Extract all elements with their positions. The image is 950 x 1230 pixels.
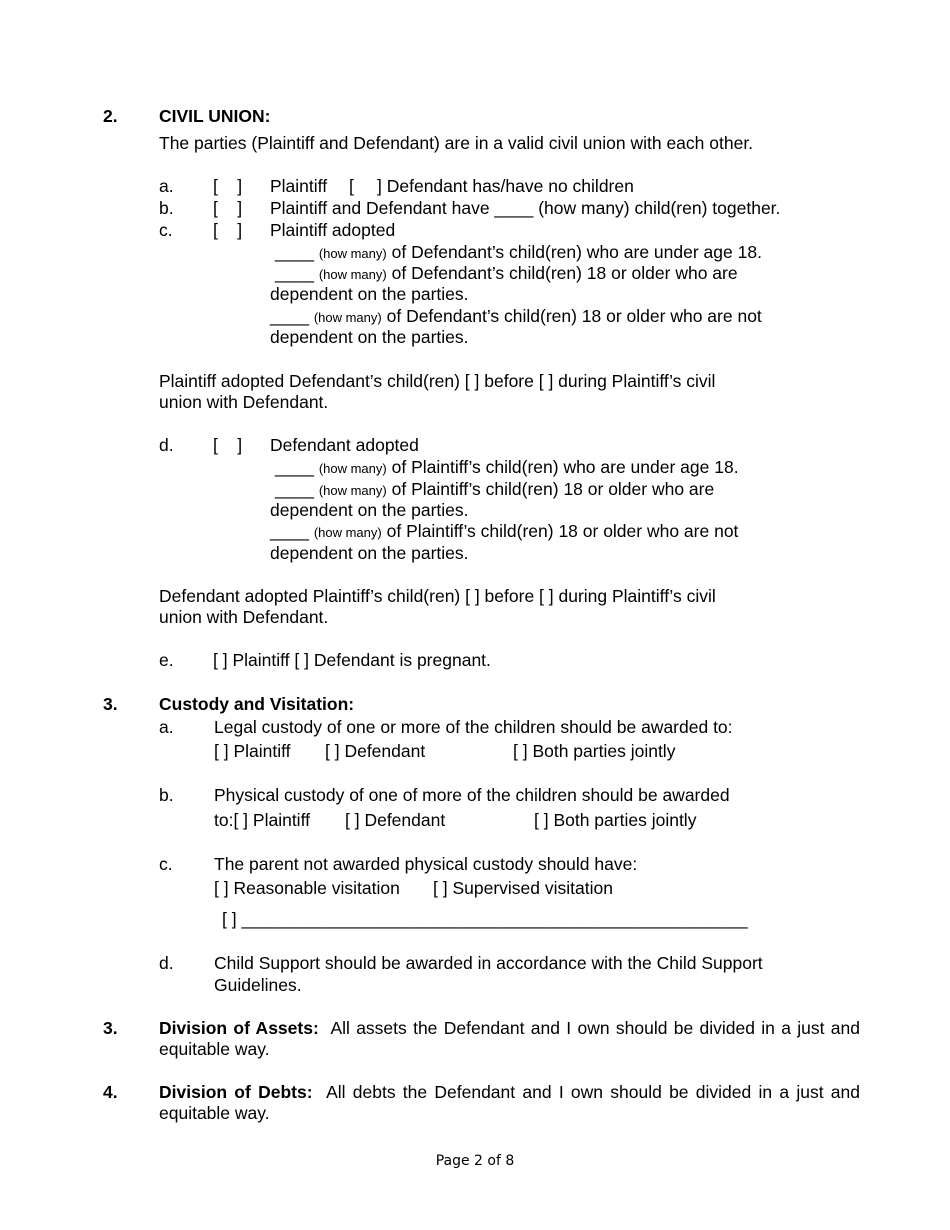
item-letter: d. xyxy=(159,435,174,455)
item-letter: d. xyxy=(159,953,174,973)
checkbox[interactable]: [ ] xyxy=(213,198,243,218)
checkbox-option[interactable]: [ ] Reasonable visitation xyxy=(214,878,400,898)
other-visitation-line[interactable]: [ ] ____________________________________________________ xyxy=(222,909,748,929)
checkbox-option[interactable]: [ ] Defendant xyxy=(325,741,426,761)
how-many-hint: (how many) xyxy=(313,525,382,540)
count-line xyxy=(270,306,762,328)
section-title: CIVIL UNION: xyxy=(159,106,271,126)
item-letter: e. xyxy=(159,650,174,670)
count-line xyxy=(275,479,714,501)
how-many-hint: (how many) xyxy=(313,310,382,325)
item-text: The parent not awarded physical custody should have: xyxy=(214,854,638,874)
count-text: of Plaintiff’s child(ren) 18 or older who are xyxy=(391,479,715,499)
section-intro: The parties (Plaintiff and Defendant) are in a valid civil union with each other. xyxy=(159,133,754,153)
count-line xyxy=(270,521,738,543)
item-text: Physical custody of one of more of the children should be awarded xyxy=(214,785,730,805)
section-title: Custody and Visitation: xyxy=(159,694,355,714)
count-text: dependent on the parties. xyxy=(270,284,469,304)
adoption-timing: Defendant adopted Plaintiff’s child(ren) [ ] before [ ] during Plaintiff’s civil xyxy=(159,586,716,606)
count-text: of Plaintiff’s child(ren) 18 or older who are not xyxy=(386,521,739,541)
count-text: dependent on the parties. xyxy=(270,543,469,563)
item-text: Plaintiff xyxy=(270,176,328,196)
item-letter: a. xyxy=(159,176,174,196)
section-paragraph xyxy=(159,1082,860,1124)
checkbox-option[interactable]: [ ] Plaintiff xyxy=(214,741,291,761)
count-text: of Defendant’s child(ren) 18 or older who are xyxy=(391,263,738,283)
item-text: [ ] Plaintiff [ ] Defendant is pregnant. xyxy=(213,650,491,670)
how-many-hint: (how many) xyxy=(318,483,387,498)
page-number: Page 2 of 8 xyxy=(435,1153,515,1169)
item-letter: a. xyxy=(159,717,174,737)
checkbox[interactable]: [ xyxy=(349,176,354,196)
section-title: Division of Debts: xyxy=(159,1082,313,1102)
item-text: Guidelines. xyxy=(214,975,302,995)
item-text: ] Defendant has/have no children xyxy=(377,176,634,196)
count-text: of Defendant’s child(ren) 18 or older who are not xyxy=(386,306,762,326)
checkbox[interactable]: [ ] xyxy=(213,435,243,455)
blank-field[interactable]: ____ xyxy=(275,263,314,283)
count-text: dependent on the parties. xyxy=(270,500,469,520)
adoption-timing: Plaintiff adopted Defendant’s child(ren) [ ] before [ ] during Plaintiff’s civil xyxy=(159,371,716,391)
item-letter: b. xyxy=(159,785,174,805)
count-line xyxy=(275,263,738,285)
item-text: Child Support should be awarded in accordance with the Child Support xyxy=(214,953,763,973)
section-paragraph xyxy=(159,1018,860,1060)
checkbox[interactable]: [ ] xyxy=(213,176,243,196)
count-line xyxy=(275,457,739,479)
blank-field[interactable]: ____ xyxy=(275,457,314,477)
checkbox-option[interactable]: [ ] Both parties jointly xyxy=(534,810,697,830)
count-text: of Plaintiff’s child(ren) who are under age 18. xyxy=(391,457,739,477)
adoption-timing: union with Defendant. xyxy=(159,607,329,627)
checkbox-option[interactable]: to:[ ] Plaintiff xyxy=(214,810,310,830)
checkbox-option[interactable]: [ ] Defendant xyxy=(345,810,446,830)
how-many-hint: (how many) xyxy=(318,246,387,261)
section-number: 3. xyxy=(103,694,118,714)
section-text: All assets the Defendant and I own should be divided in a just and equitable way. xyxy=(159,1018,860,1059)
section-number: 2. xyxy=(103,106,118,126)
section-title: Division of Assets: xyxy=(159,1018,319,1038)
adoption-timing: union with Defendant. xyxy=(159,392,329,412)
item-letter: c. xyxy=(159,220,173,240)
how-many-hint: (how many) xyxy=(318,267,387,282)
count-text: of Defendant’s child(ren) who are under age 18. xyxy=(391,242,762,262)
section-text: All debts the Defendant and I own should be divided in a just and equitable way. xyxy=(159,1082,860,1123)
how-many-hint: (how many) xyxy=(318,461,387,476)
count-text: dependent on the parties. xyxy=(270,327,469,347)
item-text: Legal custody of one or more of the children should be awarded to: xyxy=(214,717,733,737)
item-text: Plaintiff adopted xyxy=(270,220,396,240)
checkbox[interactable]: [ ] xyxy=(213,220,243,240)
checkbox-option[interactable]: [ ] Both parties jointly xyxy=(513,741,676,761)
section-number: 4. xyxy=(103,1082,118,1102)
blank-field[interactable]: ____ xyxy=(270,306,309,326)
count-line xyxy=(275,242,762,264)
item-letter: b. xyxy=(159,198,174,218)
blank-field[interactable]: ____ xyxy=(275,479,314,499)
checkbox-option[interactable]: [ ] Supervised visitation xyxy=(433,878,613,898)
item-letter: c. xyxy=(159,854,173,874)
blank-field[interactable]: ____ xyxy=(275,242,314,262)
item-text: Plaintiff and Defendant have ____ (how many) child(ren) together. xyxy=(270,198,781,218)
section-number: 3. xyxy=(103,1018,118,1038)
item-text: Defendant adopted xyxy=(270,435,419,455)
blank-field[interactable]: ____ xyxy=(270,521,309,541)
